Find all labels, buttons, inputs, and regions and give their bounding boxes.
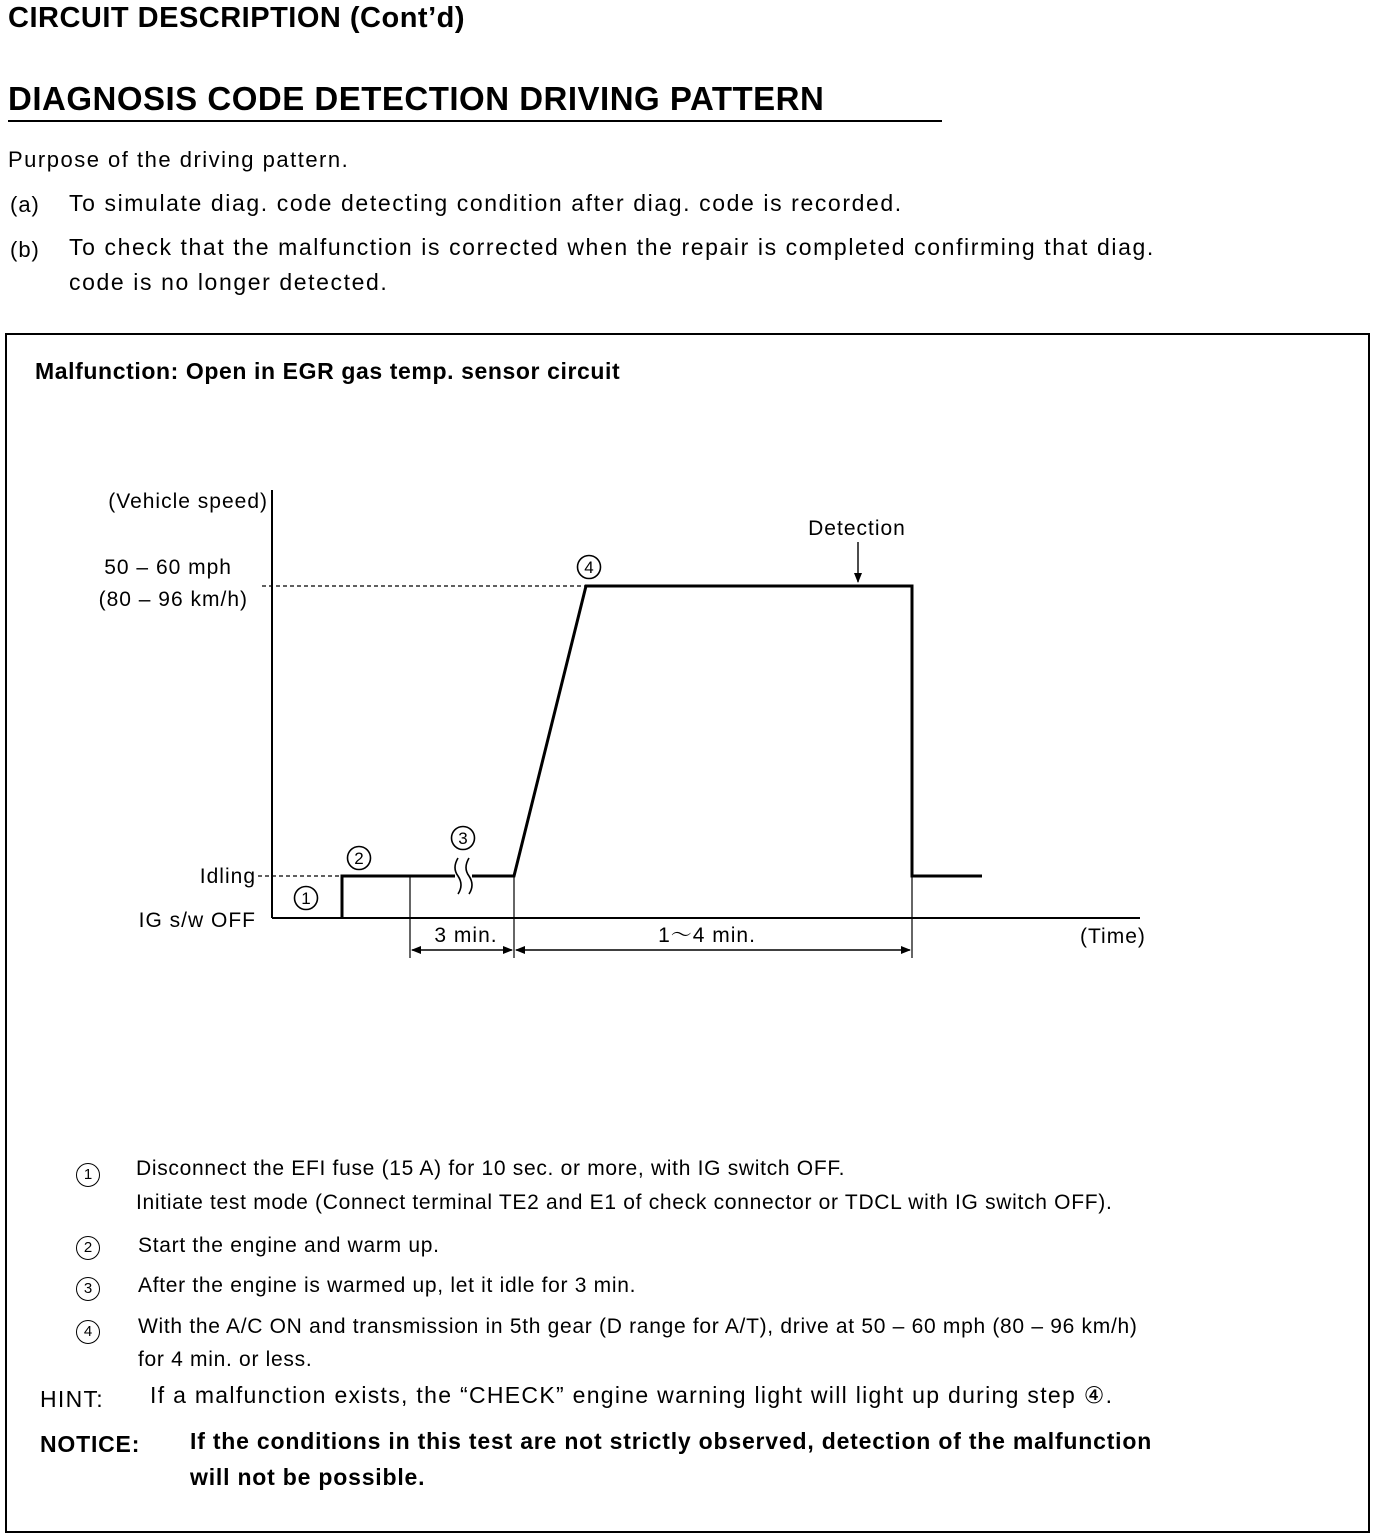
step-3-number: 3 bbox=[458, 829, 468, 848]
notice-label: NOTICE: bbox=[40, 1431, 141, 1457]
step-1-badge: 1 bbox=[76, 1163, 100, 1187]
step-3-badge: 3 bbox=[76, 1277, 100, 1301]
step-2-number: 2 bbox=[354, 849, 364, 868]
notice-line1: If the conditions in this test are not strictly observed, detection of the malfunction bbox=[190, 1428, 1153, 1454]
hint-label: HINT: bbox=[40, 1386, 104, 1412]
x-axis-label: (Time) bbox=[1080, 925, 1146, 948]
purpose-item-b-line1: To check that the malfunction is corrected when the repair is completed confirming that diag. bbox=[69, 234, 1155, 260]
purpose-marker-b: (b) bbox=[10, 237, 40, 262]
purpose-item-a: To simulate diag. code detecting condition after diag. code is recorded. bbox=[69, 190, 903, 216]
step-4-number: 4 bbox=[584, 558, 594, 577]
notice-line2: will not be possible. bbox=[190, 1464, 426, 1490]
step-1-line1: Disconnect the EFI fuse (15 A) for 10 sec. or more, with IG switch OFF. bbox=[136, 1157, 846, 1180]
ig-off-label: IG s/w OFF bbox=[138, 909, 256, 932]
speed-label-mph: 50 – 60 mph bbox=[104, 556, 232, 579]
purpose-marker-a: (a) bbox=[10, 192, 40, 217]
step-2-line1: Start the engine and warm up. bbox=[138, 1234, 440, 1257]
idle-segment bbox=[342, 876, 455, 918]
malfunction-title: Malfunction: Open in EGR gas temp. sensor circuit bbox=[35, 358, 621, 384]
hint-text: If a malfunction exists, the “CHECK” engine warning light will light up during step ④. bbox=[150, 1382, 1114, 1408]
y-axis-label: (Vehicle speed) bbox=[108, 490, 268, 513]
step-4-line1: With the A/C ON and transmission in 5th gear (D range for A/T), drive at 50 – 60 mph (80 – 96 km/h) bbox=[138, 1315, 1138, 1338]
step-4-badge: 4 bbox=[76, 1320, 100, 1344]
purpose-intro: Purpose of the driving pattern. bbox=[8, 147, 350, 172]
step-3-line1: After the engine is warmed up, let it idle for 3 min. bbox=[138, 1274, 637, 1297]
pattern-title: DIAGNOSIS CODE DETECTION DRIVING PATTERN bbox=[8, 80, 825, 117]
time-break-right bbox=[466, 858, 472, 894]
purpose-item-b-line2: code is no longer detected. bbox=[69, 269, 389, 295]
drive-profile-line bbox=[472, 586, 982, 876]
step-2-badge: 2 bbox=[76, 1236, 100, 1260]
step-1-line2: Initiate test mode (Connect terminal TE2 and E1 of check connector or TDCL with IG switch OFF). bbox=[136, 1191, 1113, 1214]
duration-label-1-4min: 1～4 min. bbox=[658, 924, 756, 947]
step-1-number: 1 bbox=[301, 889, 311, 908]
speed-label-kmh: (80 – 96 km/h) bbox=[98, 588, 248, 611]
idling-label: Idling bbox=[199, 865, 256, 888]
section-title: CIRCUIT DESCRIPTION (Cont’d) bbox=[8, 2, 466, 34]
time-break-left bbox=[455, 858, 461, 894]
duration-label-3min: 3 min. bbox=[434, 924, 498, 947]
detection-label: Detection bbox=[808, 517, 906, 540]
step-4-line2: for 4 min. or less. bbox=[138, 1348, 313, 1371]
